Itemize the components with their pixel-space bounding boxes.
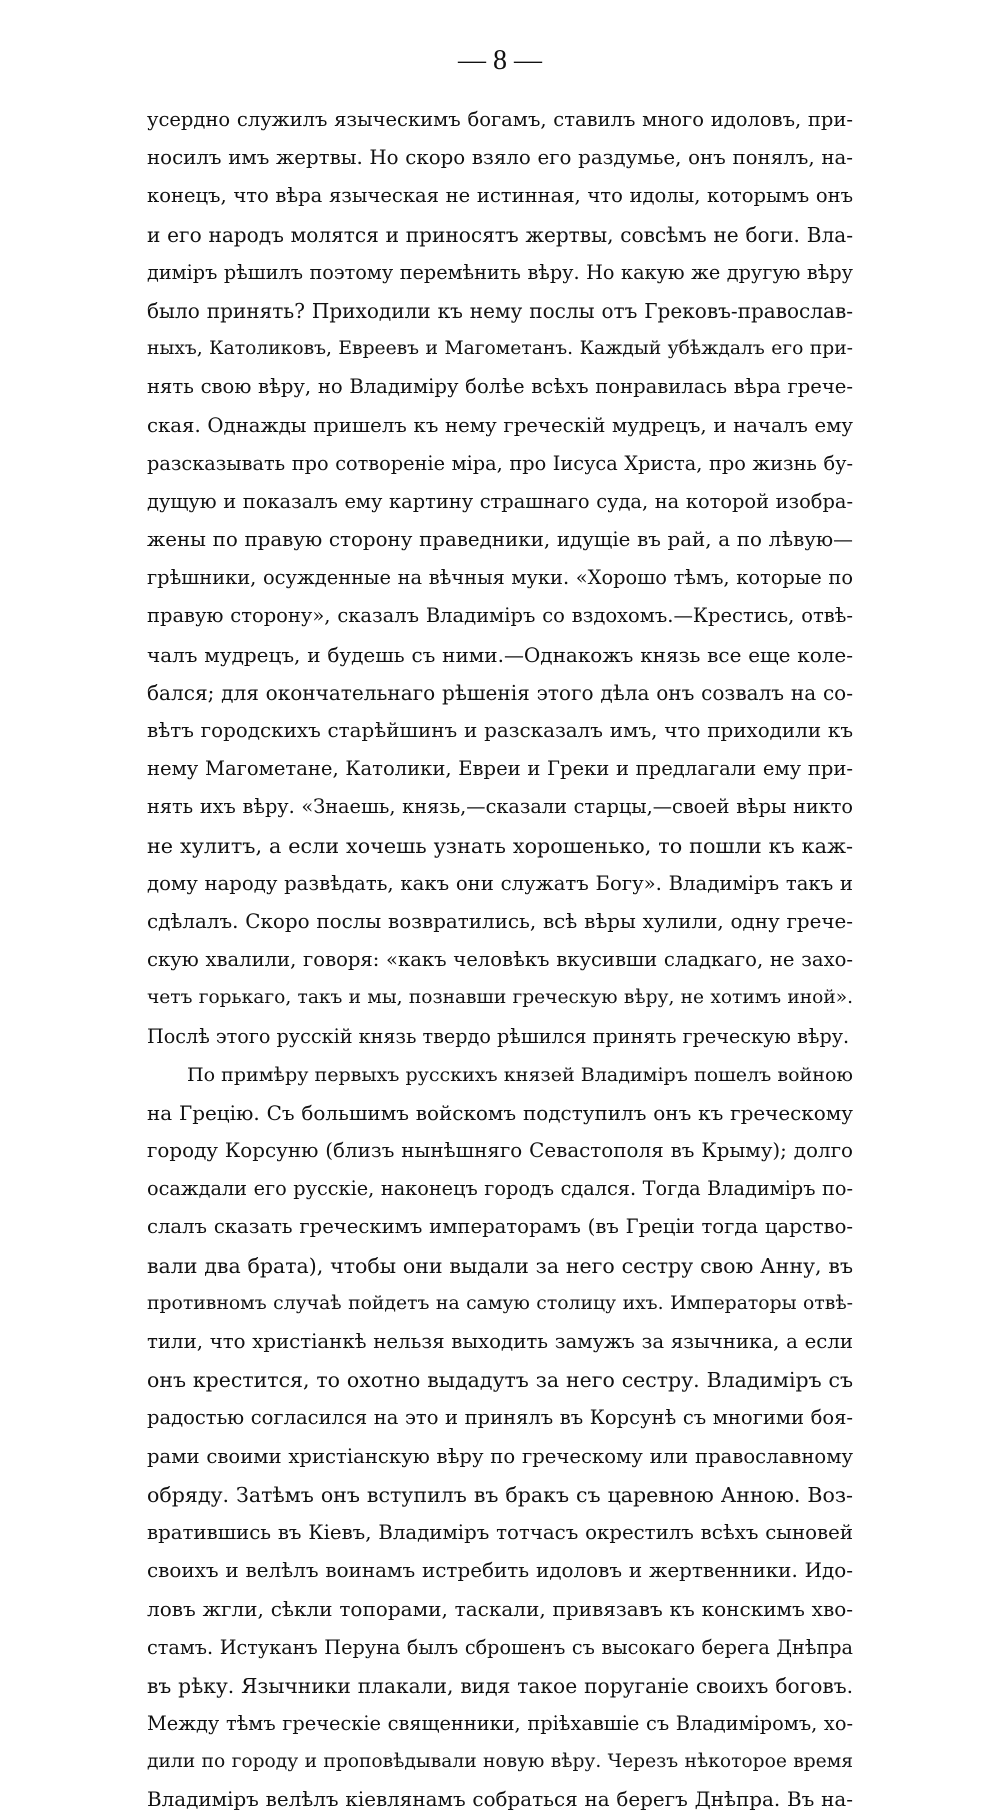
text-line: носилъ имъ жертвы. Но скоро взяло его раздумье, онъ понялъ, на- (147, 146, 853, 170)
text-line: Между тѣмъ греческіе священники, пріѣхавшіе съ Владиміромъ, хо- (147, 1711, 853, 1735)
text-line: обряду. Затѣмъ онъ вступилъ въ бракъ съ царевною Анною. Воз- (147, 1482, 853, 1507)
text-line: правую сторону», сказалъ Владиміръ со вздохомъ.—Крестись, отвѣ- (147, 604, 853, 628)
text-line: стамъ. Истуканъ Перуна былъ сброшенъ съ высокаго берега Днѣпра (147, 1635, 853, 1659)
text-line: городу Корсуню (близъ нынѣшняго Севастополя въ Крыму); долго (147, 1139, 853, 1163)
text-line: ская. Однажды пришелъ къ нему греческій мудрецъ, и началъ ему (147, 413, 853, 437)
body-text (147, 101, 853, 1819)
text-line: нять ихъ вѣру. «Знаешь, князь,—сказали старцы,—своей вѣры никто (147, 795, 853, 819)
text-line: вѣтъ городскихъ старѣйшинъ и разсказалъ имъ, что приходили къ (147, 719, 853, 742)
text-line: скую хвалили, говоря: «какъ человѣкъ вкусивши сладкаго, не захо- (147, 948, 853, 972)
text-line: жены по правую сторону праведники, идущіе въ рай, а по лѣвую— (147, 528, 853, 552)
text-line: вратившись въ Кіевъ, Владиміръ тотчасъ окрестилъ всѣхъ сыновей (147, 1520, 853, 1544)
text-line: онъ крестится, то охотно выдадутъ за него сестру. Владиміръ съ (147, 1368, 853, 1393)
text-line: тили, что христіанкѣ нельзя выходить замужъ за язычника, а если (147, 1330, 853, 1353)
text-line: нему Магометане, Католики, Евреи и Греки и предлагали ему при- (147, 757, 853, 781)
text-line: грѣшники, осужденные на вѣчныя муки. «Хорошо тѣмъ, которые по (147, 566, 853, 590)
text-line: на Грецію. Съ большимъ войскомъ подступилъ онъ къ греческому (147, 1100, 853, 1125)
text-line: Послѣ этого русскій князь твердо рѣшился принять греческую вѣру. (147, 1024, 850, 1048)
text-line: усердно служилъ языческимъ богамъ, ставилъ много идоловъ, при- (147, 108, 853, 131)
text-line: рами своими христіанскую вѣру по греческому или православному (147, 1444, 853, 1468)
text-line: слалъ сказать греческимъ императорамъ (въ Греціи тогда царство- (147, 1215, 853, 1239)
text-line: дому народу развѣдать, какъ они служатъ Богу». Владиміръ такъ и (147, 871, 853, 895)
text-line: своихъ и велѣлъ воинамъ истребить идоловъ и жертвенники. Идо- (147, 1559, 853, 1583)
text-line: дили по городу и проповѣдывали новую вѣру. Черезъ нѣкоторое время (147, 1751, 853, 1773)
text-line: По примѣру первыхъ русскихъ князей Владиміръ пошелъ войною (187, 1063, 853, 1086)
text-line: противномъ случаѣ пойдетъ на самую столицу ихъ. Императоры отвѣ- (147, 1292, 853, 1314)
text-line: дущую и показалъ ему картину страшнаго суда, на которой изобра- (147, 489, 853, 513)
text-line: Владиміръ велѣлъ кіевлянамъ собраться на берегъ Днѣпра. Въ на- (147, 1788, 853, 1812)
text-line: сдѣлалъ. Скоро послы возвратились, всѣ вѣры хулили, одну грече- (147, 909, 853, 933)
text-line: нять свою вѣру, но Владиміру болѣе всѣхъ понравилась вѣра грече- (147, 375, 853, 399)
text-line: ловъ жгли, сѣкли топорами, таскали, привязавъ къ конскимъ хво- (147, 1597, 853, 1622)
page-number: — 8 — (458, 45, 542, 76)
text-line: диміръ рѣшилъ поэтому перемѣнить вѣру. Но какую же другую вѣру (147, 260, 853, 284)
text-line: четъ горькаго, такъ и мы, познавши греческую вѣру, не хотимъ иной». (147, 987, 853, 1009)
text-line: бался; для окончательнаго рѣшенія этого дѣла онъ созвалъ на со- (147, 680, 853, 705)
text-line: въ рѣку. Язычники плакали, видя такое поруганіе своихъ боговъ. (147, 1673, 853, 1698)
text-line: и его народъ молятся и приносятъ жертвы, совсѣмъ не боги. Вла- (147, 222, 853, 247)
text-line: чалъ мудрецъ, и будешь съ ними.—Однакожъ князь все еще коле- (147, 642, 853, 667)
text-line: радостью согласился на это и принялъ въ Корсунѣ съ многими боя- (147, 1406, 853, 1430)
text-line: было принять? Приходили къ нему послы отъ Грековъ-православ- (147, 298, 853, 323)
text-line: вали два брата), чтобы они выдали за него сестру свою Анну, въ (147, 1253, 853, 1278)
text-line: не хулитъ, а если хочешь узнать хорошенько, то пошли къ каж- (147, 833, 853, 858)
text-line: осаждали его русскіе, наконецъ городъ сдался. Тогда Владиміръ по- (147, 1177, 853, 1201)
text-line: конецъ, что вѣра языческая не истинная, что идолы, которымъ онъ (147, 184, 853, 208)
text-line: разсказывать про сотвореніе міра, про Іисуса Христа, про жизнь бу- (147, 451, 853, 475)
text-line: ныхъ, Католиковъ, Евреевъ и Магометанъ. Каждый убѣждалъ его при- (147, 338, 853, 360)
